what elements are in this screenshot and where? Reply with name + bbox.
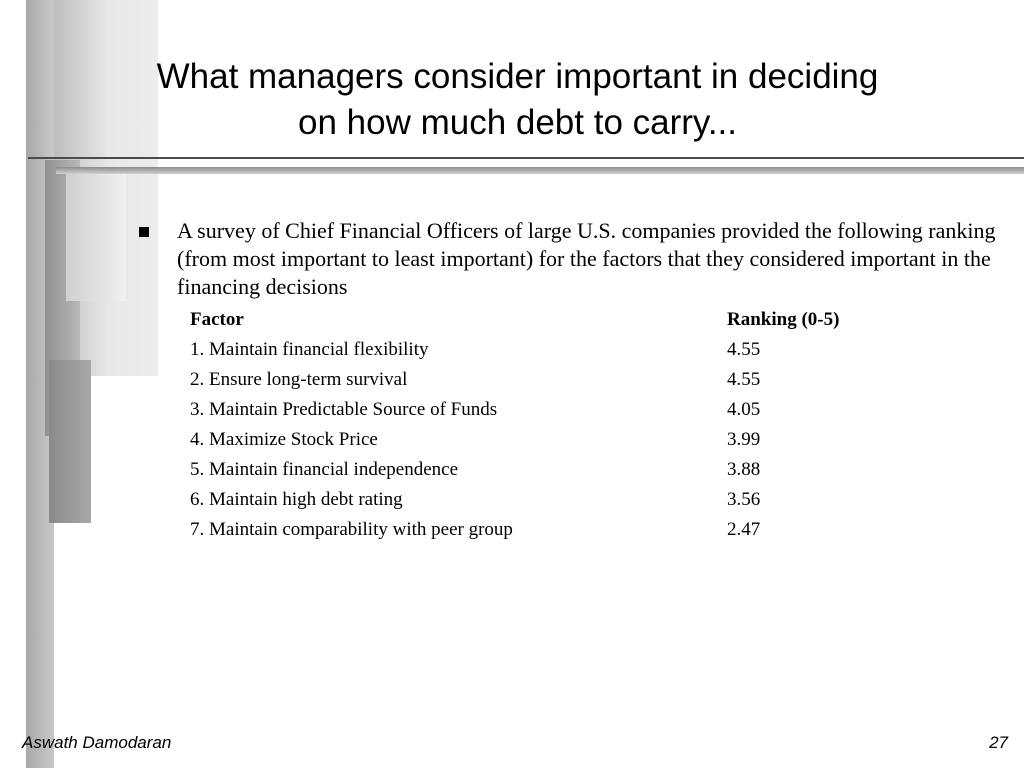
footer-author: Aswath Damodaran bbox=[22, 733, 172, 752]
table-row bbox=[190, 365, 910, 395]
ranking-cell: 4.05 bbox=[727, 399, 761, 420]
bullet-text: A survey of Chief Financial Officers of large U.S. companies provided the following ranking (from most important to least important) for the factors that they considered important in the financing decisions bbox=[177, 218, 996, 299]
ranking-cell: 3.99 bbox=[727, 429, 761, 450]
ranking-cell: 3.88 bbox=[727, 459, 761, 480]
header-factor: Factor bbox=[190, 309, 244, 330]
decorative-bar bbox=[66, 170, 126, 301]
table-row bbox=[190, 515, 910, 545]
header-ranking: Ranking (0-5) bbox=[727, 309, 840, 330]
slide-title bbox=[60, 54, 975, 146]
decorative-bar bbox=[49, 360, 91, 523]
factor-cell: 4. Maximize Stock Price bbox=[190, 429, 378, 450]
table-row bbox=[190, 485, 910, 515]
title-line-2: on how much debt to carry... bbox=[297, 103, 737, 142]
ranking-cell: 4.55 bbox=[727, 339, 761, 360]
title-divider-thick bbox=[56, 167, 1024, 174]
factor-cell: 6. Maintain high debt rating bbox=[190, 489, 403, 510]
ranking-cell: 3.56 bbox=[727, 489, 761, 510]
ranking-cell: 2.47 bbox=[727, 519, 761, 540]
factor-cell: 5. Maintain financial independence bbox=[190, 459, 459, 480]
ranking-cell: 4.55 bbox=[727, 369, 761, 390]
page-number: 27 bbox=[989, 733, 1008, 752]
table-row bbox=[190, 425, 910, 455]
table-header-row bbox=[190, 305, 910, 335]
table-row bbox=[190, 395, 910, 425]
square-bullet-icon bbox=[139, 227, 149, 237]
factor-cell: 1. Maintain financial flexibility bbox=[190, 339, 429, 360]
title-line-1: What managers consider important in deciding bbox=[156, 57, 879, 96]
title-divider-thin bbox=[28, 157, 1024, 159]
ranking-table bbox=[190, 305, 910, 545]
table-row bbox=[190, 455, 910, 485]
factor-cell: 3. Maintain Predictable Source of Funds bbox=[190, 399, 498, 420]
factor-cell: 2. Ensure long-term survival bbox=[190, 369, 408, 390]
factor-cell: 7. Maintain comparability with peer group bbox=[190, 519, 513, 540]
table-row bbox=[190, 335, 910, 365]
